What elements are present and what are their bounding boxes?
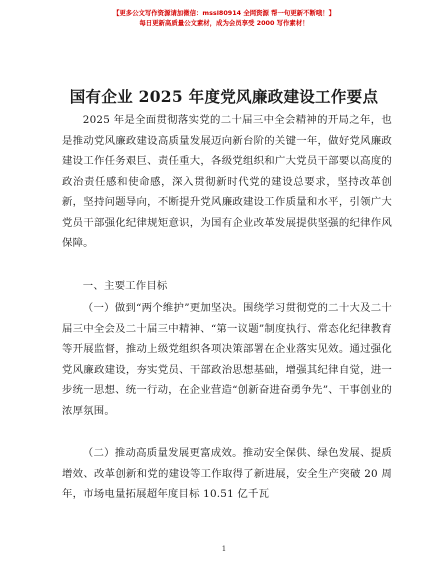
page-number: 1 (221, 545, 227, 553)
paragraph-goal-1: （一）做到“两个维护”更加坚决。围绕学习贯彻党的二十大及二十届三中全会及二十届三中精神、“第一议题”制度执行、常态化纪律教育等开展监督，推动上级党组织各项决策部署在企业落实见效。通过强化党风廉政建设，夯实党员、干部政治思想基础，增强其纪律自觉，进一步统一思想、统一行动，在企业营造“创新奋进奋勇争先”、干事创业的浓厚氛围。 (62, 302, 392, 417)
promo-banner-line-2: 每日更新高质量公文素材，成为会员享受 2000 写作素材！ (139, 19, 309, 27)
paragraph-intro: 2025 年是全面贯彻落实党的二十届三中全会精神的开局之年，也是推动党风廉政建设高质量发展迈向新台阶的关键一年，做好党风廉政建设工作任务艰巨、责任重大，各级党组织和广大党员干部要以高度的政治责任感和使命感，深入贯彻新时代党的建设总要求，坚持改革创新，坚持问题导向，不断提升党风廉政建设工作质量和水平，引领广大党员干部强化纪律规矩意识，为国有企业改革发展提供坚强的纪律作风保障。 (62, 114, 392, 249)
promo-banner (50, 8, 398, 30)
promo-banner-line-1: 【更多公文写作资源请加微信：mssl80914 全网资源 帮一句更新不断哦！】 (112, 9, 336, 17)
document-title: 国有企业 2025 年度党风廉政建设工作要点 (69, 87, 379, 106)
paragraph-goal-2: （二）推动高质量发展更富成效。推动安全保供、绿色发展、提质增效、改革创新和党的建设等工作取得了新进展，安全生产突破 20 周年，市场电量拓展超年度目标 10.51 亿千瓦 (62, 447, 392, 500)
section-heading-main-goals: 一、主要工作目标 (82, 280, 168, 292)
